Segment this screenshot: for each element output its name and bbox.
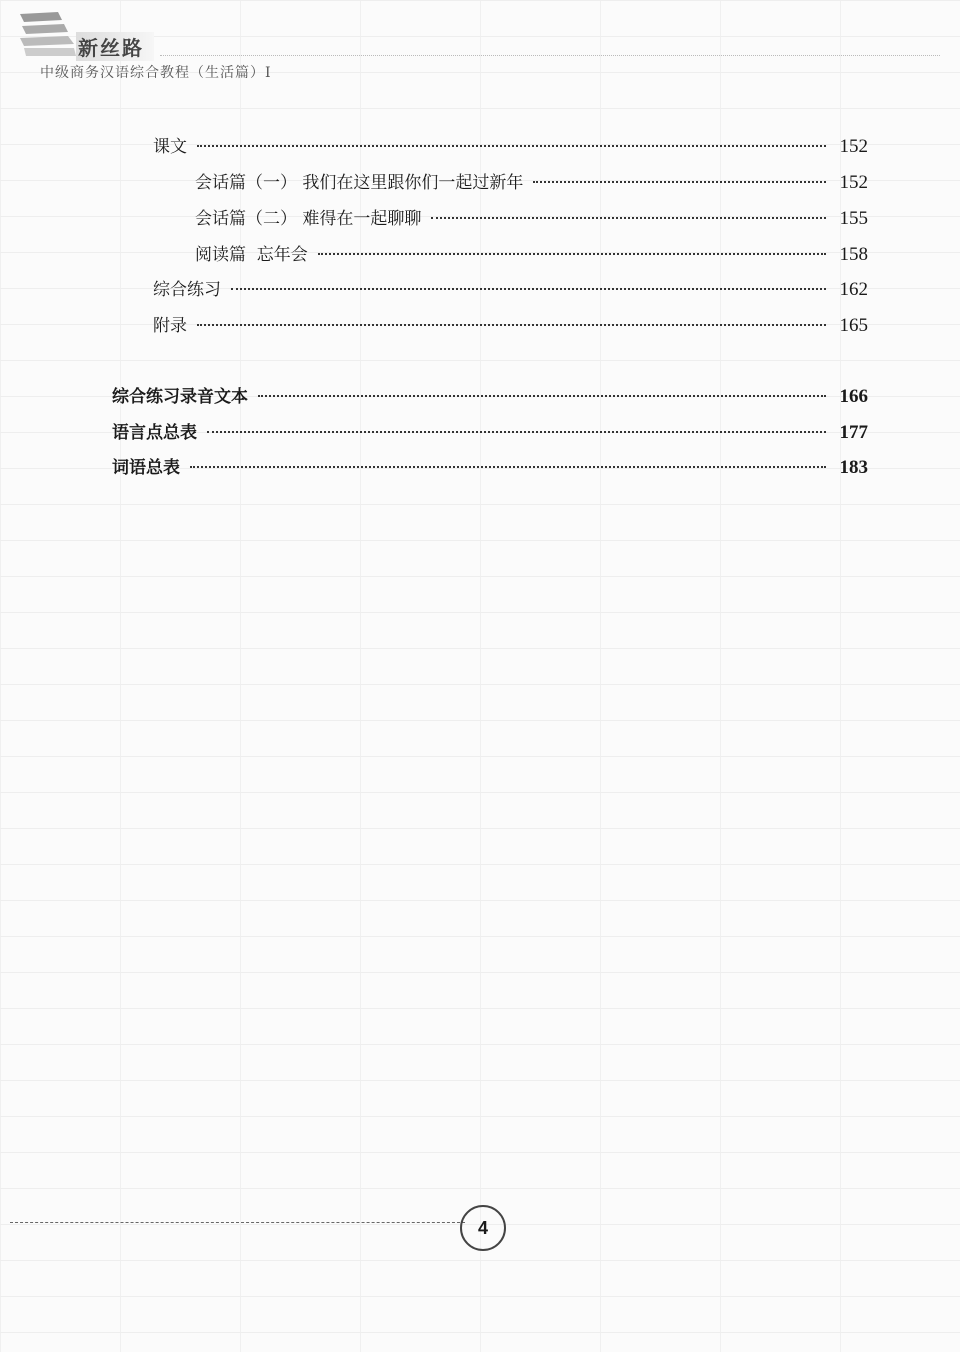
- leader-dots: [231, 288, 826, 290]
- toc-page: 165: [839, 315, 868, 336]
- book-subtitle: 中级商务汉语综合教程（生活篇）Ⅰ: [40, 65, 272, 81]
- toc-page: 162: [839, 279, 868, 300]
- header-divider: [160, 55, 940, 56]
- toc-label: 课文: [153, 137, 187, 157]
- footer-divider: [10, 1222, 465, 1223]
- toc-entry[interactable]: [195, 168, 868, 194]
- leader-dots: [533, 181, 826, 183]
- toc-label: 会话篇（二） 难得在一起聊聊: [195, 209, 422, 229]
- toc-label: 附录: [153, 316, 187, 336]
- toc-page: 152: [839, 172, 868, 193]
- toc-page: 152: [839, 136, 868, 157]
- toc-label: 综合练习录音文本: [112, 387, 248, 407]
- toc-entry[interactable]: [195, 204, 868, 230]
- toc-entry[interactable]: [153, 311, 868, 337]
- toc-page: 177: [839, 422, 868, 443]
- toc-label: 会话篇（一） 我们在这里跟你们一起过新年: [195, 173, 524, 193]
- toc-page: 158: [839, 244, 868, 265]
- toc-page: 166: [839, 386, 868, 407]
- leader-dots: [207, 431, 826, 433]
- leader-dots: [258, 395, 826, 397]
- toc-entry[interactable]: [112, 453, 868, 479]
- toc-label: 阅读篇 忘年会: [195, 245, 308, 265]
- toc-page: 155: [839, 208, 868, 229]
- leader-dots: [431, 217, 826, 219]
- leader-dots: [190, 466, 826, 468]
- toc-entry[interactable]: [112, 382, 868, 408]
- toc-label: 语言点总表: [112, 423, 197, 443]
- toc-page: 183: [839, 457, 868, 478]
- toc-label: 综合练习: [153, 280, 221, 300]
- leader-dots: [197, 324, 826, 326]
- book-stack-logo-icon: [18, 10, 78, 58]
- toc-entry[interactable]: [153, 132, 868, 158]
- toc-entry[interactable]: [195, 240, 868, 266]
- leader-dots: [197, 145, 826, 147]
- page-number: 4: [460, 1205, 506, 1251]
- brand-title: 新丝路: [76, 32, 154, 61]
- toc-entry[interactable]: [153, 275, 868, 301]
- toc-label: 词语总表: [112, 458, 180, 478]
- leader-dots: [318, 253, 826, 255]
- toc-entry[interactable]: [112, 418, 868, 444]
